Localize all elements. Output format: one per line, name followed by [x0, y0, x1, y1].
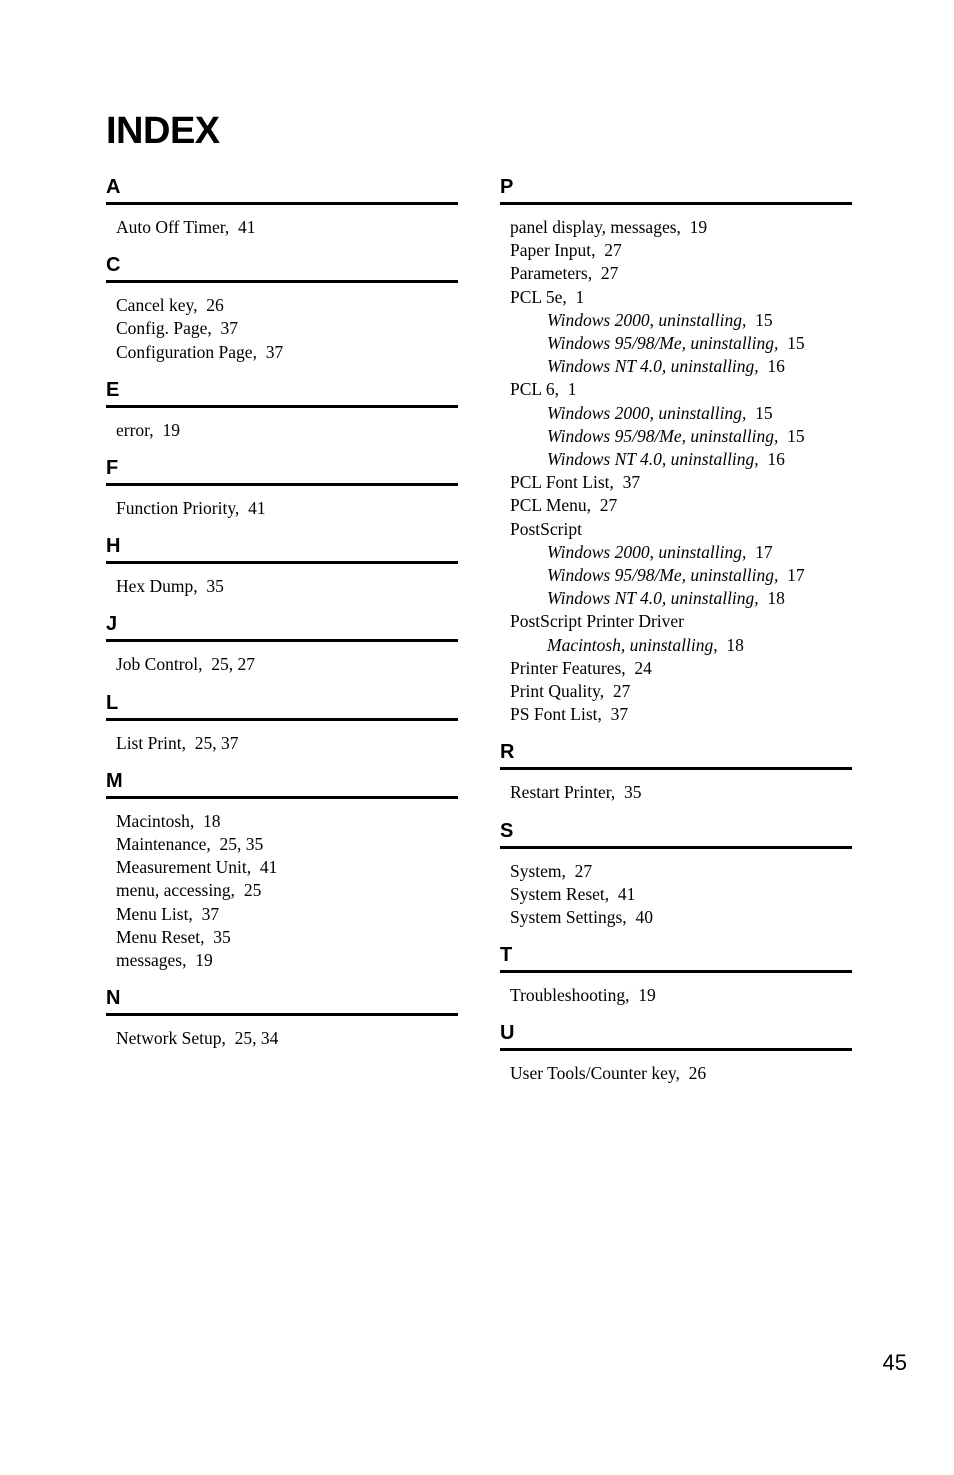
index-subentry [500, 634, 852, 657]
index-section [106, 453, 458, 520]
entry-page-ref: 37 [610, 704, 629, 725]
section-letter: M [106, 769, 123, 792]
entry-term: Windows NT 4.0, uninstalling, [547, 356, 759, 377]
entry-term: Print Quality, [510, 681, 605, 702]
section-divider [106, 639, 458, 642]
entry-page-ref: 1 [575, 286, 585, 307]
index-subentry [500, 448, 852, 471]
index-entry [500, 703, 852, 726]
index-section [106, 531, 458, 598]
index-entry [106, 810, 458, 833]
index-column-right [500, 172, 852, 1097]
index-entry [500, 657, 852, 680]
entry-term: Parameters, [510, 263, 593, 284]
index-entry [500, 216, 852, 239]
section-letter: F [106, 457, 119, 480]
section-letter: U [500, 1022, 515, 1045]
entry-term: Hex Dump, [116, 576, 198, 597]
index-subentry [500, 587, 852, 610]
entry-term: Cancel key, [116, 295, 198, 316]
entry-page-ref: 19 [162, 419, 180, 440]
entry-page-ref: 15 [787, 425, 805, 446]
index-entry [500, 781, 852, 804]
index-entry [106, 653, 458, 676]
index-entry [500, 680, 852, 703]
entry-page-ref: 18 [203, 810, 221, 831]
entry-page-ref: 25, 27 [211, 654, 256, 675]
index-entry [106, 879, 458, 902]
entry-page-ref: 16 [767, 449, 785, 470]
entry-page-ref: 18 [767, 588, 785, 609]
entry-term: panel display, messages, [510, 217, 681, 237]
entry-page-ref: 27 [599, 495, 618, 516]
entry-page-ref: 35 [213, 926, 231, 947]
section-letter: S [500, 819, 514, 842]
index-entry [500, 860, 852, 883]
entry-page-ref: 26 [688, 1063, 707, 1084]
index-section [500, 737, 852, 804]
entry-term: Restart Printer, [510, 782, 616, 803]
index-entry [500, 378, 852, 401]
entry-page-ref: 27 [612, 681, 631, 702]
section-letter: J [106, 613, 118, 636]
index-entry [106, 341, 458, 364]
entry-term: menu, accessing, [116, 880, 236, 901]
entry-term: Troubleshooting, [510, 985, 630, 1006]
index-column-left [106, 172, 458, 1061]
section-letter: L [106, 691, 119, 714]
index-entry [500, 286, 852, 309]
entry-page-ref: 37 [201, 903, 220, 924]
entry-page-ref: 27 [604, 240, 622, 261]
entry-page-ref: 27 [574, 860, 593, 881]
entry-term: Windows 2000, uninstalling, [547, 402, 747, 423]
index-entry [500, 610, 852, 633]
entry-page-ref: 37 [622, 472, 641, 493]
section-divider [500, 1048, 852, 1051]
entry-page-ref: 35 [624, 782, 642, 803]
entry-term: Maintenance, [116, 834, 211, 855]
index-entry [500, 1062, 852, 1085]
entry-term: Windows NT 4.0, uninstalling, [547, 588, 759, 609]
entry-term: Windows 95/98/Me, uninstalling, [547, 333, 779, 354]
entry-term: Windows 95/98/Me, uninstalling, [547, 565, 779, 586]
entry-page-ref: 41 [259, 857, 278, 878]
index-subentry [500, 564, 852, 587]
entry-term: PS Font List, [510, 704, 602, 725]
index-section [500, 172, 852, 726]
entry-term: System, [510, 860, 566, 881]
index-entry [106, 419, 458, 442]
section-letter: P [500, 176, 514, 198]
section-letter: A [106, 176, 121, 198]
index-entry [106, 903, 458, 926]
index-entry [106, 216, 458, 239]
entry-term: Windows 2000, uninstalling, [547, 541, 747, 562]
entry-page-ref: 24 [634, 657, 652, 678]
section-divider [106, 718, 458, 721]
entry-page-ref: 15 [755, 309, 773, 330]
entry-term: Function Priority, [116, 498, 240, 519]
entry-term: List Print, [116, 732, 187, 753]
entry-page-ref: 19 [689, 217, 708, 237]
entry-page-ref: 15 [755, 402, 773, 423]
entry-term: User Tools/Counter key, [510, 1063, 680, 1084]
index-subentry [500, 541, 852, 564]
index-entry [106, 1027, 458, 1050]
index-subentry [500, 402, 852, 425]
section-divider [106, 1013, 458, 1016]
index-entry [106, 317, 458, 340]
entry-term: Macintosh, [116, 810, 195, 831]
entry-page-ref: 41 [617, 883, 636, 904]
entry-page-ref: 18 [726, 634, 744, 655]
section-letter: N [106, 987, 121, 1010]
index-section [106, 609, 458, 676]
entry-page-ref: 19 [195, 950, 213, 971]
index-subentry [500, 309, 852, 332]
index-section [106, 250, 458, 364]
index-subentry [500, 332, 852, 355]
entry-page-ref: 25 [243, 880, 262, 901]
index-section [106, 688, 458, 755]
index-entry [106, 497, 458, 520]
section-divider [500, 202, 852, 205]
index-entry [106, 294, 458, 317]
entry-page-ref: 41 [237, 217, 256, 237]
section-divider [500, 970, 852, 973]
entry-term: error, [116, 419, 154, 440]
entry-page-ref: 15 [787, 333, 805, 354]
section-letter: T [500, 944, 513, 967]
entry-term: messages, [116, 950, 187, 971]
index-entry [106, 856, 458, 879]
index-entry [500, 262, 852, 285]
entry-term: Job Control, [116, 654, 203, 675]
entry-term: PostScript [510, 518, 582, 539]
section-divider [500, 846, 852, 849]
entry-term: System Settings, [510, 907, 627, 928]
entry-page-ref: 1 [567, 379, 577, 400]
section-divider [106, 202, 458, 205]
entry-page-ref: 35 [206, 576, 224, 597]
index-section [500, 940, 852, 1007]
entry-term: Config. Page, [116, 318, 212, 339]
index-subentry [500, 355, 852, 378]
index-entry [106, 833, 458, 856]
entry-term: Windows 2000, uninstalling, [547, 309, 747, 330]
entry-page-ref: 26 [206, 295, 224, 316]
entry-page-ref: 37 [265, 341, 284, 362]
index-entry [500, 906, 852, 929]
entry-term: PostScript Printer Driver [510, 611, 685, 632]
index-entry [500, 883, 852, 906]
page-number: 45 [882, 1350, 907, 1375]
section-divider [106, 280, 458, 283]
entry-page-ref: 17 [787, 565, 805, 586]
entry-term: Measurement Unit, [116, 857, 252, 878]
index-entry [500, 471, 852, 494]
index-entry [106, 926, 458, 949]
entry-term: PCL 6, [510, 379, 559, 400]
index-entry [500, 518, 852, 541]
section-divider [106, 561, 458, 564]
section-letter: R [500, 741, 515, 764]
entry-page-ref: 37 [220, 318, 239, 339]
entry-page-ref: 27 [600, 263, 619, 284]
entry-term: Auto Off Timer, [116, 217, 230, 237]
entry-page-ref: 16 [767, 356, 785, 377]
index-section [106, 172, 458, 239]
index-entry [106, 575, 458, 598]
entry-term: PCL Font List, [510, 472, 614, 493]
entry-page-ref: 19 [638, 985, 656, 1006]
index-entry [500, 494, 852, 517]
section-divider [106, 405, 458, 408]
section-letter: H [106, 535, 121, 558]
entry-page-ref: 41 [248, 498, 266, 519]
section-divider [500, 767, 852, 770]
entry-page-ref: 25, 34 [234, 1028, 279, 1049]
entry-term: Menu Reset, [116, 926, 205, 947]
entry-page-ref: 17 [755, 541, 773, 562]
index-entry [500, 239, 852, 262]
entry-term: Network Setup, [116, 1028, 226, 1049]
index-entry [106, 732, 458, 755]
section-letter: E [106, 378, 120, 401]
entry-page-ref: 25, 37 [194, 732, 239, 753]
page-title: INDEX [106, 110, 220, 152]
entry-page-ref: 25, 35 [219, 834, 264, 855]
entry-term: Printer Features, [510, 657, 626, 678]
index-section [106, 983, 458, 1050]
entry-term: Windows NT 4.0, uninstalling, [547, 449, 759, 470]
entry-term: System Reset, [510, 883, 610, 904]
section-divider [106, 796, 458, 799]
index-entry [500, 984, 852, 1007]
entry-term: Windows 95/98/Me, uninstalling, [547, 425, 779, 446]
section-letter: C [106, 254, 121, 277]
index-section [500, 1018, 852, 1085]
entry-page-ref: 40 [635, 907, 653, 928]
entry-term: Macintosh, uninstalling, [547, 634, 718, 655]
entry-term: Configuration Page, [116, 341, 257, 362]
index-section [106, 375, 458, 442]
index-section [500, 816, 852, 930]
index-subentry [500, 425, 852, 448]
entry-term: PCL Menu, [510, 495, 592, 516]
index-section [106, 766, 458, 972]
section-divider [106, 483, 458, 486]
entry-term: Paper Input, [510, 240, 596, 261]
index-entry [106, 949, 458, 972]
entry-term: PCL 5e, [510, 286, 567, 307]
entry-term: Menu List, [116, 903, 193, 924]
